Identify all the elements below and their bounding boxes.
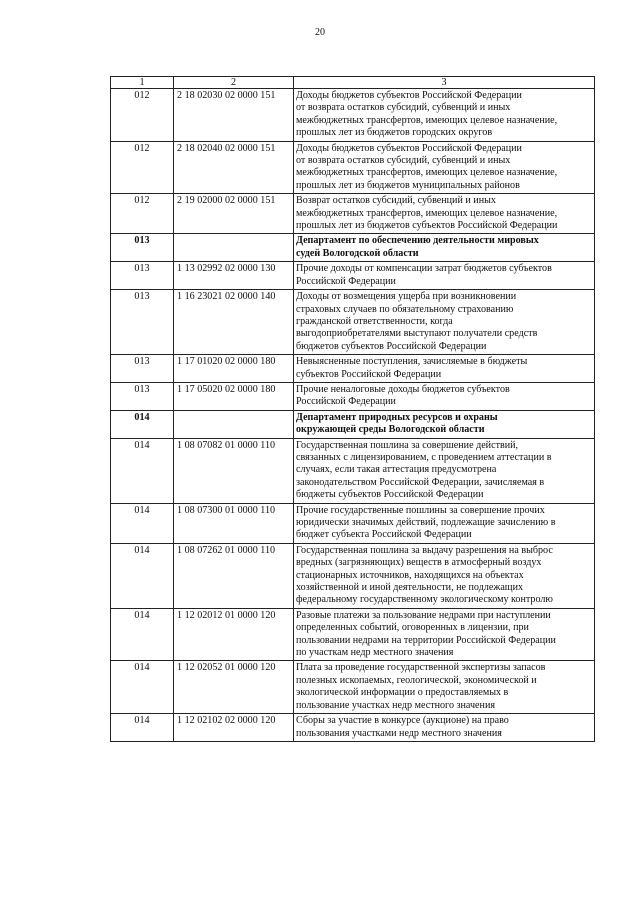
revenue-description-cell <box>294 355 595 383</box>
table-row <box>111 608 595 661</box>
revenue-description-cell <box>294 89 595 142</box>
description-line: Государственная пошлина за совершение действий, <box>296 439 519 451</box>
admin-code-cell: 014 <box>111 661 174 714</box>
revenue-code-cell: 1 12 02052 01 0000 120 <box>174 661 294 714</box>
table-row <box>111 438 595 503</box>
revenue-codes-table <box>110 76 595 742</box>
description-line: Невыясненные поступления, зачисляемые в бюджеты <box>296 356 528 368</box>
revenue-code-cell <box>174 234 294 262</box>
department-row <box>111 234 595 262</box>
department-row <box>111 410 595 438</box>
description-line: пользовании недрами на территории Российской Федерации <box>296 634 556 646</box>
description-line: пользования участками недр местного значения <box>296 727 502 739</box>
revenue-description-cell <box>294 661 595 714</box>
revenue-code-cell: 1 08 07082 01 0000 110 <box>174 438 294 503</box>
revenue-description-cell <box>294 608 595 661</box>
admin-code-cell: 013 <box>111 234 174 262</box>
revenue-code-cell: 2 19 02000 02 0000 151 <box>174 194 294 234</box>
table-header-row <box>111 77 595 89</box>
description-line: Плата за проведение государственной экспертизы запасов <box>296 662 546 674</box>
description-line: Доходы бюджетов субъектов Российской Федерации <box>296 142 522 154</box>
revenue-code-cell: 1 16 23021 02 0000 140 <box>174 290 294 355</box>
description-line: вредных (загрязняющих) веществ в атмосферный воздух <box>296 557 542 569</box>
page-number: 20 <box>315 27 325 38</box>
header-col-1: 1 <box>111 77 174 89</box>
revenue-code-cell: 1 13 02992 02 0000 130 <box>174 262 294 290</box>
admin-code-cell: 014 <box>111 438 174 503</box>
admin-code-cell: 014 <box>111 608 174 661</box>
table-row <box>111 89 595 142</box>
description-line: Доходы от возмещения ущерба при возникновении <box>296 291 517 303</box>
description-line: Государственная пошлина за выдачу разрешения на выброс <box>296 544 553 556</box>
revenue-code-cell: 1 12 02102 02 0000 120 <box>174 714 294 742</box>
description-line: Разовые платежи за пользование недрами при наступлении <box>296 609 551 621</box>
revenue-description-cell <box>294 290 595 355</box>
description-line: межбюджетных трансфертов, имеющих целевое назначение, <box>296 207 558 219</box>
description-line: судей Вологодской области <box>296 247 419 259</box>
description-line: выгодоприобретателями выступают получатели средств <box>296 328 538 340</box>
description-line: Прочие доходы от компенсации затрат бюджетов субъектов <box>296 263 552 275</box>
description-line: юридически значимых действий, подлежащие зачислению в <box>296 517 556 528</box>
table-row <box>111 290 595 355</box>
description-line: Прочие государственные пошлины за совершение прочих <box>296 504 545 516</box>
revenue-code-cell: 1 08 07300 01 0000 110 <box>174 503 294 543</box>
admin-code-cell: 013 <box>111 262 174 290</box>
revenue-code-cell: 1 17 01020 02 0000 180 <box>174 355 294 383</box>
description-line: пользование участках недр местного значения <box>296 699 495 711</box>
description-line: прошлых лет из бюджетов субъектов Российской Федерации <box>296 220 558 232</box>
description-line: бюджет субъекта Российской Федерации <box>296 529 472 541</box>
admin-code-cell: 013 <box>111 290 174 355</box>
table-row <box>111 355 595 383</box>
description-line: хозяйственной и иной деятельности, не подлежащих <box>296 582 524 594</box>
description-line: стационарных источников, находящихся на объектах <box>296 569 524 581</box>
table-row <box>111 262 595 290</box>
description-line: законодательством Российской Федерации, зачисляемая в <box>296 476 545 488</box>
table-row <box>111 714 595 742</box>
department-name-cell <box>294 410 595 438</box>
description-line: Возврат остатков субсидий, субвенций и иных <box>296 195 496 207</box>
header-col-2: 2 <box>174 77 294 89</box>
description-line: Сборы за участие в конкурсе (аукционе) на право <box>296 715 509 727</box>
description-line: федеральному государственному экологическому контролю <box>296 594 553 606</box>
description-line: прошлых лет из бюджетов городских округов <box>296 127 493 139</box>
header-col-3: 3 <box>294 77 595 89</box>
table-row <box>111 382 595 410</box>
description-line: Департамент природных ресурсов и охраны <box>296 411 498 423</box>
admin-code-cell: 013 <box>111 382 174 410</box>
description-line: по участкам недр местного значения <box>296 647 454 659</box>
table-row <box>111 141 595 194</box>
description-line: Доходы бюджетов субъектов Российской Федерации <box>296 90 522 101</box>
table-row <box>111 194 595 234</box>
description-line: гражданской ответственности, когда <box>296 315 453 327</box>
description-line: экологической информации о предоставляемых в <box>296 687 509 699</box>
description-line: субъектов Российской Федерации <box>296 368 442 380</box>
revenue-description-cell <box>294 714 595 742</box>
description-line: страховых случаев по обязательному страхованию <box>296 303 514 315</box>
revenue-code-cell <box>174 410 294 438</box>
description-line: от возврата остатков субсидий, субвенций и иных <box>296 102 511 114</box>
revenue-code-cell: 1 08 07262 01 0000 110 <box>174 543 294 608</box>
description-line: от возврата остатков субсидий, субвенций и иных <box>296 155 511 167</box>
admin-code-cell: 014 <box>111 503 174 543</box>
revenue-code-cell: 1 12 02012 01 0000 120 <box>174 608 294 661</box>
revenue-description-cell <box>294 382 595 410</box>
description-line: Российской Федерации <box>296 275 396 287</box>
description-line: прошлых лет из бюджетов муниципальных районов <box>296 179 520 191</box>
description-line: связанных с лицензированием, с проведением аттестации в <box>296 451 552 463</box>
description-line: Департамент по обеспечению деятельности мировых <box>296 235 539 247</box>
revenue-description-cell <box>294 141 595 194</box>
admin-code-cell: 012 <box>111 194 174 234</box>
description-line: случаях, если такая аттестация предусмотрена <box>296 464 497 476</box>
revenue-code-cell: 2 18 02030 02 0000 151 <box>174 89 294 142</box>
table-row <box>111 543 595 608</box>
description-line: Прочие неналоговые доходы бюджетов субъектов <box>296 383 510 395</box>
admin-code-cell: 014 <box>111 410 174 438</box>
revenue-description-cell <box>294 194 595 234</box>
description-line: определенных событий, оговоренных в лицензии, при <box>296 622 529 634</box>
admin-code-cell: 014 <box>111 714 174 742</box>
description-line: Российской Федерации <box>296 396 396 408</box>
admin-code-cell: 012 <box>111 89 174 142</box>
description-line: окружающей среды Вологодской области <box>296 424 485 436</box>
revenue-description-cell <box>294 503 595 543</box>
description-line: полезных ископаемых, геологической, экономической и <box>296 674 537 686</box>
admin-code-cell: 013 <box>111 355 174 383</box>
admin-code-cell: 014 <box>111 543 174 608</box>
description-line: межбюджетных трансфертов, имеющих целевое назначение, <box>296 167 558 179</box>
table-row <box>111 661 595 714</box>
admin-code-cell: 012 <box>111 141 174 194</box>
revenue-description-cell <box>294 543 595 608</box>
table-row <box>111 503 595 543</box>
department-name-cell <box>294 234 595 262</box>
description-line: бюджеты субъектов Российской Федерации <box>296 489 484 501</box>
description-line: межбюджетных трансфертов, имеющих целевое назначение, <box>296 114 558 126</box>
revenue-code-cell: 1 17 05020 02 0000 180 <box>174 382 294 410</box>
description-line: бюджетов субъектов Российской Федерации <box>296 340 487 352</box>
revenue-description-cell <box>294 262 595 290</box>
revenue-description-cell <box>294 438 595 503</box>
revenue-code-cell: 2 18 02040 02 0000 151 <box>174 141 294 194</box>
